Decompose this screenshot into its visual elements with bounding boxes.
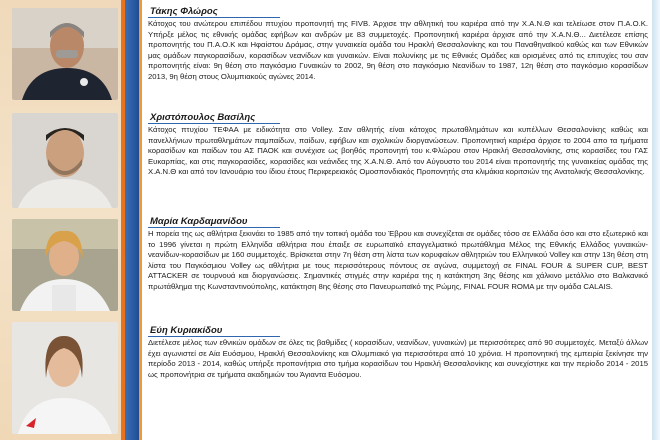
bio-section-4 — [148, 325, 648, 380]
bio-name: Τάκης Φλώρος — [148, 6, 280, 18]
bio-text: Διετέλεσε μέλος των εθνικών ομάδων σε όλες τις βαθμίδες ( κορασίδων, νεανίδων, γυναικών) με περισσότερες από 90 συμμετοχές. Μεταξύ άλλων έχει αγωνιστεί σε Αία Ευόσμου, Ηρακλή Θεσσαλονίκης και Ολυμπιακό για περισσότερα από 10 χρόνια. Η προπονητική της εμπειρία ξεκίνησε την περίοδο 2013 - 2014, καθώς υπήρξε προπονήτρια στο τμήμα κορασίδων του Ηρακλή Θεσσαλονίκης και συνεχίστηκε και την περίοδο 2014 - 2015 ως προπονήτρια σε τμήματα ακαδημιών του Άγιαντα Ευόσμου. — [148, 338, 648, 379]
bio-section-2 — [148, 112, 648, 178]
bio-name: Χριστόπουλος Βασίλης — [148, 112, 280, 124]
photo-column — [0, 0, 121, 440]
bio-text: Κάτοχος πτυχίου ΤΕΦΑΑ με ειδικότητα στο Volley. Σαν αθλητής είναι κάτοχος πρωταθλημάτων και κυπέλλων Θεσσαλονίκης καθώς και πανελλήνιων πρωταθλημάτων παμπαίδων, παίδων, εφήβων και σχολικών διοργανώσεων. Προπονητική καριέρα άρχισε το 2004 απο τα τμήματα κορασίδων και παίδων του ΑΣ ΠΑΟΚ και συνέχισε ως βοηθός προπονητή του κ.Φλώρου στον Ηρακλή Θεσσαλονίκης, στις κορασίδες του ΓΑΣ Ευκαρπίας, και στις παγκορασίδες, κορασίδες και νεάνιδες της Χ.Α.Ν.Θ. Από τον Αύγουστο του 2014 είναι προπονητής της γυναικείας ομάδας της Χ.Α.Ν.Θ και από τον Ιανουάριο του ίδιου έτους Περιφερειακός Ομοσπονδιακός Προπονητής στα κλιμάκια κοριτσιών της Ανατολικής Θεσσαλονίκης. — [148, 125, 648, 177]
coach-photo-4 — [12, 322, 118, 434]
coach-photo-2 — [12, 113, 118, 208]
coach-photo-1 — [12, 8, 118, 100]
coach-photo-3 — [12, 219, 118, 311]
bio-section-1 — [148, 6, 648, 83]
orange-stripe-thin — [139, 0, 142, 440]
bio-text: Κάτοχος του ανώτερου επιπέδου πτυχίου προπονητή της FIVB. Άρχισε την αθλητική του καριέρα από την Χ.Α.Ν.Θ και τελείωσε στον Π.Α.Ο.Κ. Υπήρξε μέλος τις εθνικής ομάδας εφήβων και ανδρών με 83 συμμετοχές. Προπονητική καριέρα άρχισε από την Χ.Α.Ν.Θ... Διετέλεσε επίσης προπονητής του Π.Α.Ο.Κ και Ηφαίστου Δράμας, στην γυναικεία ομάδα του Ηρακλή Θεσσαλονίκης και του Παναθηναϊκού καθώς και των Εθνικών μας ομάδων παγκορασίδων, κορασίδων νεανίδων και γυναικών. Είναι πολυνίκης με τις Εθνικές Ομάδες και ορισμένες από τις επιτυχίες του σαν προπονητής είναι: 9η θέση στο παγκόσμιο Γυναικών το 2002, 9η θέση στο παγκόσμιο Νεανίδων το 1987, 12η θέση στο παγκόσμιο κορασίδων 2013, 9η θέση στους Ολυμπιακούς αγώνες 2014. — [148, 19, 648, 81]
bio-section-3 — [148, 216, 648, 293]
right-edge-gradient — [652, 0, 660, 440]
bio-name: Μαρία Καρδαμανίδου — [148, 216, 280, 228]
bio-text: Η πορεία της ως αθλήτρια ξεκινάει το 1985 από την τοπική ομάδα του Έβρου και συνεχίζεται σε ομάδες τόσο σε Ελλάδα όσο και στο εξωτερικό και το 1996 γίνεται η πρώτη Ελληνίδα αθλήτρια που έπαιξε σε ευρωπαϊκό επαγγελματικό πρωτάθλημα Μέλος της Εθνικής Ελλάδος γυναικών-νεανίδων-κορασίδων με 160 συμμετοχές. Βρίσκεται στην 7η θέση στη λίστα των κορυφαίων αθλητριών του Ελληνικού Volley και στην 13η θέση στη λίστα του Παγκόσμιου Volley ως αθλήτρια με τους περισσότερους πόντους σε αγώνα, συμμετοχή σε FINAL FOUR & SUPER CUP, BEST ATTACKER σε τουρνουά και διοργανώσεις. Σημαντικές στιγμές στην καριέρα της η κατάκτηση 3ης θέσης και χάλκινο μετάλλιο στο Βαλκανικό πρωτάθλημα της Κωνσταντινούπολης, κατάκτηση 8ης θέσης στο Πανευρωπαϊκό της Ρώμης, FINAL FOUR ROMA με την ομάδα CALAIS. — [148, 229, 648, 291]
blue-stripe — [125, 0, 139, 440]
bio-name: Εύη Κυριακίδου — [148, 325, 280, 337]
